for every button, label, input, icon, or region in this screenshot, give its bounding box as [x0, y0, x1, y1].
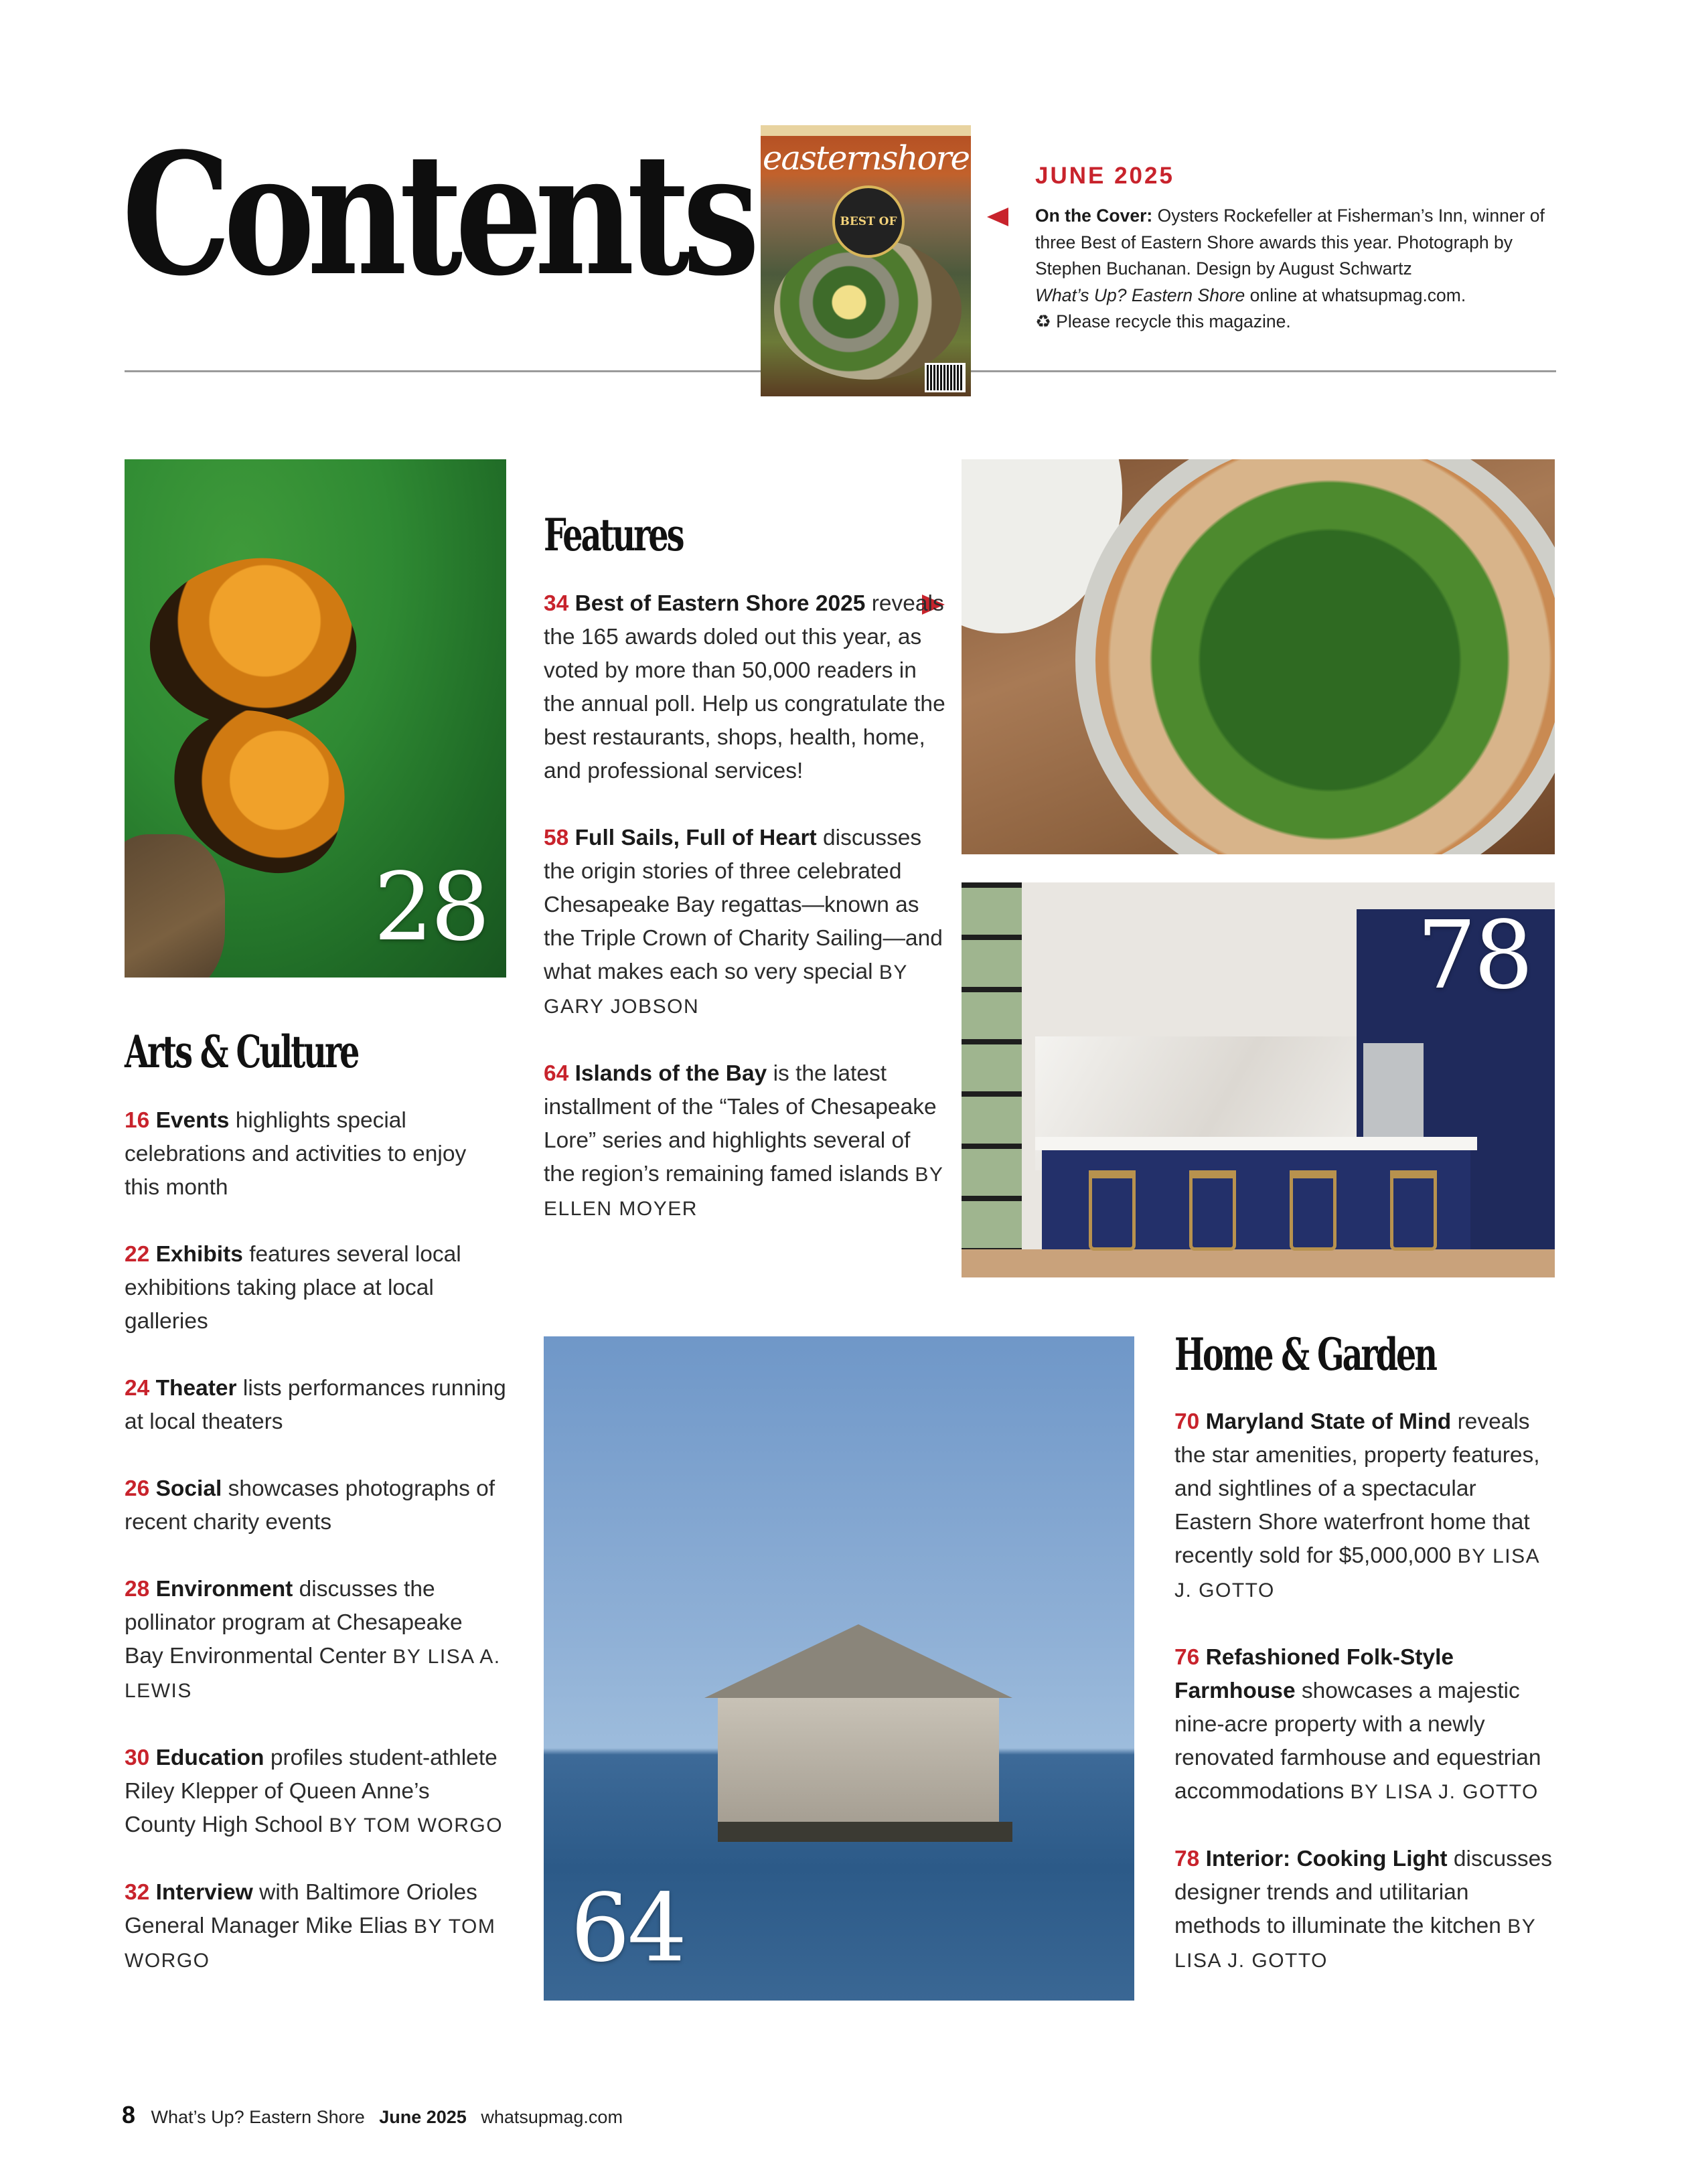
home-entry[interactable] [1174, 1641, 1556, 1809]
entry-text: reveals the 165 awards doled out this year, as voted by more than 50,000 readers in the annual poll. Help us congratulate the best restaurants, shops, health, home, and professional services! [544, 591, 945, 783]
entry-title: Maryland State of Mind [1205, 1409, 1452, 1434]
entry-text: discusses the pollinator program at Chesapeake Bay Environmental Center [125, 1577, 463, 1668]
entry-page: 70 [1174, 1409, 1200, 1434]
arts-entry[interactable] [125, 1741, 506, 1843]
entry-page: 34 [544, 591, 569, 616]
entry-byline: BY ELLEN MOYER [544, 1164, 943, 1220]
entry-title: Education [155, 1745, 264, 1770]
pizza-photo[interactable] [962, 459, 1555, 854]
kitchen-countertop [1035, 1137, 1477, 1150]
cover-caption-text: Oysters Rockefeller at Fisherman’s Inn, winner of three Best of Eastern Shore awards this year. Photograph by Stephen Buchanan. Design by August Schwartz [1035, 206, 1545, 279]
magazine-name-italic: What’s Up? Eastern Shore [1035, 285, 1245, 305]
entry-text: profiles student-athlete Riley Klepper of Queen Anne’s County High School [125, 1745, 498, 1837]
page-footer [122, 2101, 623, 2129]
footer-magazine: What’s Up? Eastern Shore [151, 2107, 365, 2127]
entry-title: Best of Eastern Shore 2025 [575, 591, 866, 616]
entry-text: discusses designer trends and utilitarian methods to illuminate the kitchen [1174, 1847, 1552, 1938]
island-house [704, 1624, 1012, 1825]
arts-entry[interactable] [125, 1104, 506, 1204]
entry-title: Exhibits [155, 1242, 243, 1267]
home-garden-list [1174, 1405, 1556, 2011]
recycle-icon: ♻ [1035, 311, 1051, 331]
entry-text: features several local exhibitions taking place at local galleries [125, 1242, 461, 1334]
cover-caption-label: On the Cover: [1035, 206, 1153, 226]
recycle-text: Please recycle this magazine. [1056, 311, 1291, 331]
kitchen-page-number: 78 [1417, 901, 1531, 1010]
entry-text: highlights special celebrations and activities to enjoy this month [125, 1108, 467, 1200]
entry-page: 58 [544, 826, 569, 850]
cover-barcode [925, 363, 966, 392]
arts-culture-list [125, 1104, 506, 2011]
entry-byline: BY GARY JOBSON [544, 961, 908, 1018]
kitchen-photo[interactable] [962, 882, 1555, 1277]
pizza [1095, 459, 1555, 854]
entry-page: 30 [125, 1745, 150, 1770]
entry-byline: BY TOM WORGO [125, 1916, 496, 1972]
entry-text: with Baltimore Orioles General Manager Mike Elias [125, 1880, 477, 1938]
footer-website[interactable]: whatsupmag.com [481, 2107, 623, 2127]
entry-text: discusses the origin stories of three celebrated Chesapeake Bay regattas—known as the Triple Crown of Charity Sailing—and what makes each so very special [544, 826, 943, 984]
home-garden-heading: Home & Garden [1174, 1328, 1436, 1381]
entry-title: Islands of the Bay [575, 1061, 767, 1086]
entry-title: Environment [155, 1577, 293, 1602]
entry-text: showcases photographs of recent charity events [125, 1476, 495, 1535]
cover-top-strip [761, 125, 971, 136]
entry-page: 32 [125, 1880, 150, 1905]
island-house-photo[interactable] [544, 1336, 1134, 2001]
entry-page: 16 [125, 1108, 150, 1133]
entry-title: Interior: Cooking Light [1205, 1847, 1448, 1871]
features-list [544, 587, 945, 1259]
page-title: Contents [122, 116, 753, 313]
entry-title: Social [155, 1476, 222, 1501]
footer-issue: June 2025 [379, 2107, 467, 2127]
features-entry[interactable] [544, 587, 945, 788]
house-walls [718, 1698, 999, 1825]
online-text[interactable]: online at whatsupmag.com. [1249, 285, 1466, 305]
kitchen-floor [962, 1249, 1555, 1277]
features-entry[interactable] [544, 822, 945, 1024]
entry-text: reveals the star amenities, property features, and sightlines of a spectacular Eastern Shore waterfront home that recently sold for $5,000,000 [1174, 1409, 1540, 1568]
entry-page: 26 [125, 1476, 150, 1501]
arts-entry[interactable] [125, 1876, 506, 1978]
arts-entry[interactable] [125, 1372, 506, 1439]
entry-text: lists performances running at local theaters [125, 1376, 506, 1434]
stool [1390, 1170, 1437, 1251]
entry-title: Refashioned Folk-Style Farmhouse [1174, 1645, 1454, 1703]
cover-pointer-arrow-icon [987, 208, 1008, 226]
arts-culture-heading: Arts & Culture [125, 1026, 358, 1078]
cover-thumbnail[interactable] [761, 125, 971, 396]
cover-caption [1035, 203, 1571, 335]
entry-text: is the latest installment of the “Tales of Chesapeake Lore” series and highlights several of the region’s remaining famed islands [544, 1061, 937, 1186]
entry-title: Full Sails, Full of Heart [575, 826, 817, 850]
arts-entry[interactable] [125, 1472, 506, 1539]
butterfly-page-number: 28 [374, 853, 488, 962]
entry-page: 76 [1174, 1645, 1200, 1670]
entry-page: 78 [1174, 1847, 1200, 1871]
entry-title: Events [155, 1108, 230, 1133]
entry-text: showcases a majestic nine-acre property with a newly renovated farmhouse and equestrian accommodations [1174, 1679, 1541, 1804]
entry-page: 28 [125, 1577, 150, 1602]
kitchen-window [962, 882, 1022, 1277]
entry-page: 24 [125, 1376, 150, 1401]
footer-page-number: 8 [122, 2101, 136, 2128]
home-entry[interactable] [1174, 1843, 1556, 1978]
entry-byline: BY LISA J. GOTTO [1350, 1781, 1539, 1803]
butterfly-photo[interactable] [125, 459, 506, 978]
entry-byline: BY LISA J. GOTTO [1174, 1916, 1536, 1972]
entry-byline: BY LISA A. LEWIS [125, 1646, 501, 1702]
cover-oysters-image [774, 239, 962, 380]
features-entry[interactable] [544, 1057, 945, 1226]
stool [1089, 1170, 1136, 1251]
features-heading: Features [544, 509, 683, 561]
entry-byline: BY LISA J. GOTTO [1174, 1545, 1539, 1602]
issue-date: JUNE 2025 [1035, 163, 1174, 189]
stool [1290, 1170, 1336, 1251]
bark-shape [125, 834, 225, 978]
entry-page: 22 [125, 1242, 150, 1267]
arts-entry[interactable] [125, 1238, 506, 1338]
island-base [718, 1822, 1012, 1842]
stool [1189, 1170, 1236, 1251]
cover-brand: easternshore [762, 139, 970, 177]
entry-title: Theater [155, 1376, 237, 1401]
entry-title: Interview [155, 1880, 253, 1905]
house-roof [704, 1624, 1012, 1698]
home-entry[interactable] [1174, 1405, 1556, 1608]
island-page-number: 64 [570, 1874, 685, 1983]
cover-badge: BEST OF [832, 185, 905, 258]
entry-byline: BY TOM WORGO [329, 1814, 504, 1837]
entry-page: 64 [544, 1061, 569, 1086]
arts-entry[interactable] [125, 1573, 506, 1708]
